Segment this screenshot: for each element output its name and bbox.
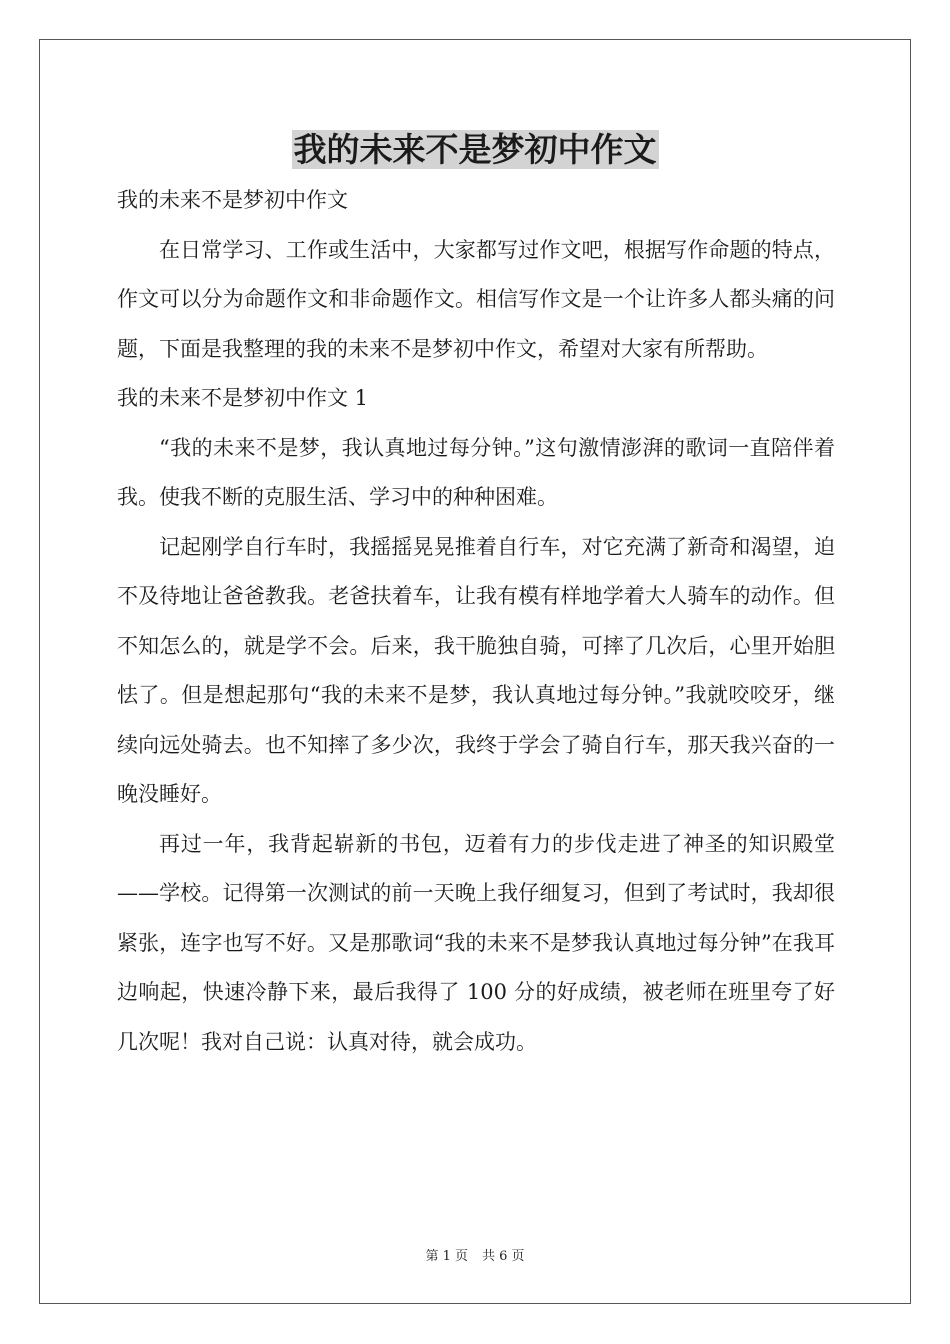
document-title — [0, 126, 950, 174]
page-number: 第 1 页 — [425, 1249, 468, 1264]
intro-paragraph: 在日常学习、工作或生活中，大家都写过作文吧，根据写作命题的特点，作文可以分为命题作文和非命题作文。相信写作文是一个让许多人都头痛的问题，下面是我整理的我的未来不是梦初中作文，希望对大家有所帮助。 — [117, 237, 835, 361]
page-footer — [0, 1247, 950, 1267]
document-title-text: 我的未来不是梦初中作文 — [293, 130, 657, 169]
body-paragraph: 再过一年，我背起崭新的书包，迈着有力的步伐走进了神圣的知识殿堂——学校。记得第一次测试的前一天晚上我仔细复习，但到了考试时，我却很紧张，连字也写不好。又是那歌词“我的未来不是梦我认真地过每分钟”在我耳边响起，快速冷静下来，最后我得了 100 分的好成绩，被老师在班里夸了好几次呢！我对自己说：认真对待，就会成功。 — [117, 831, 835, 1054]
document-body — [117, 176, 835, 1067]
essay-heading: 我的未来不是梦初中作文 1 — [117, 386, 369, 410]
body-paragraph: “我的未来不是梦，我认真地过每分钟。”这句激情澎湃的歌词一直陪伴着我。使我不断的克服生活、学习中的种种困难。 — [117, 435, 835, 509]
page-total: 共 6 页 — [482, 1249, 525, 1264]
subtitle-line: 我的未来不是梦初中作文 — [117, 188, 348, 212]
body-paragraph: 记起刚学自行车时，我摇摇晃晃推着自行车，对它充满了新奇和渴望，迫不及待地让爸爸教我。老爸扶着车，让我有模有样地学着大人骑车的动作。但不知怎么的，就是学不会。后来，我干脆独自骑，可摔了几次后，心里开始胆怯了。但是想起那句“我的未来不是梦，我认真地过每分钟。”我就咬咬牙，继续向远处骑去。也不知摔了多少次，我终于学会了骑自行车，那天我兴奋的一晚没睡好。 — [117, 534, 835, 806]
